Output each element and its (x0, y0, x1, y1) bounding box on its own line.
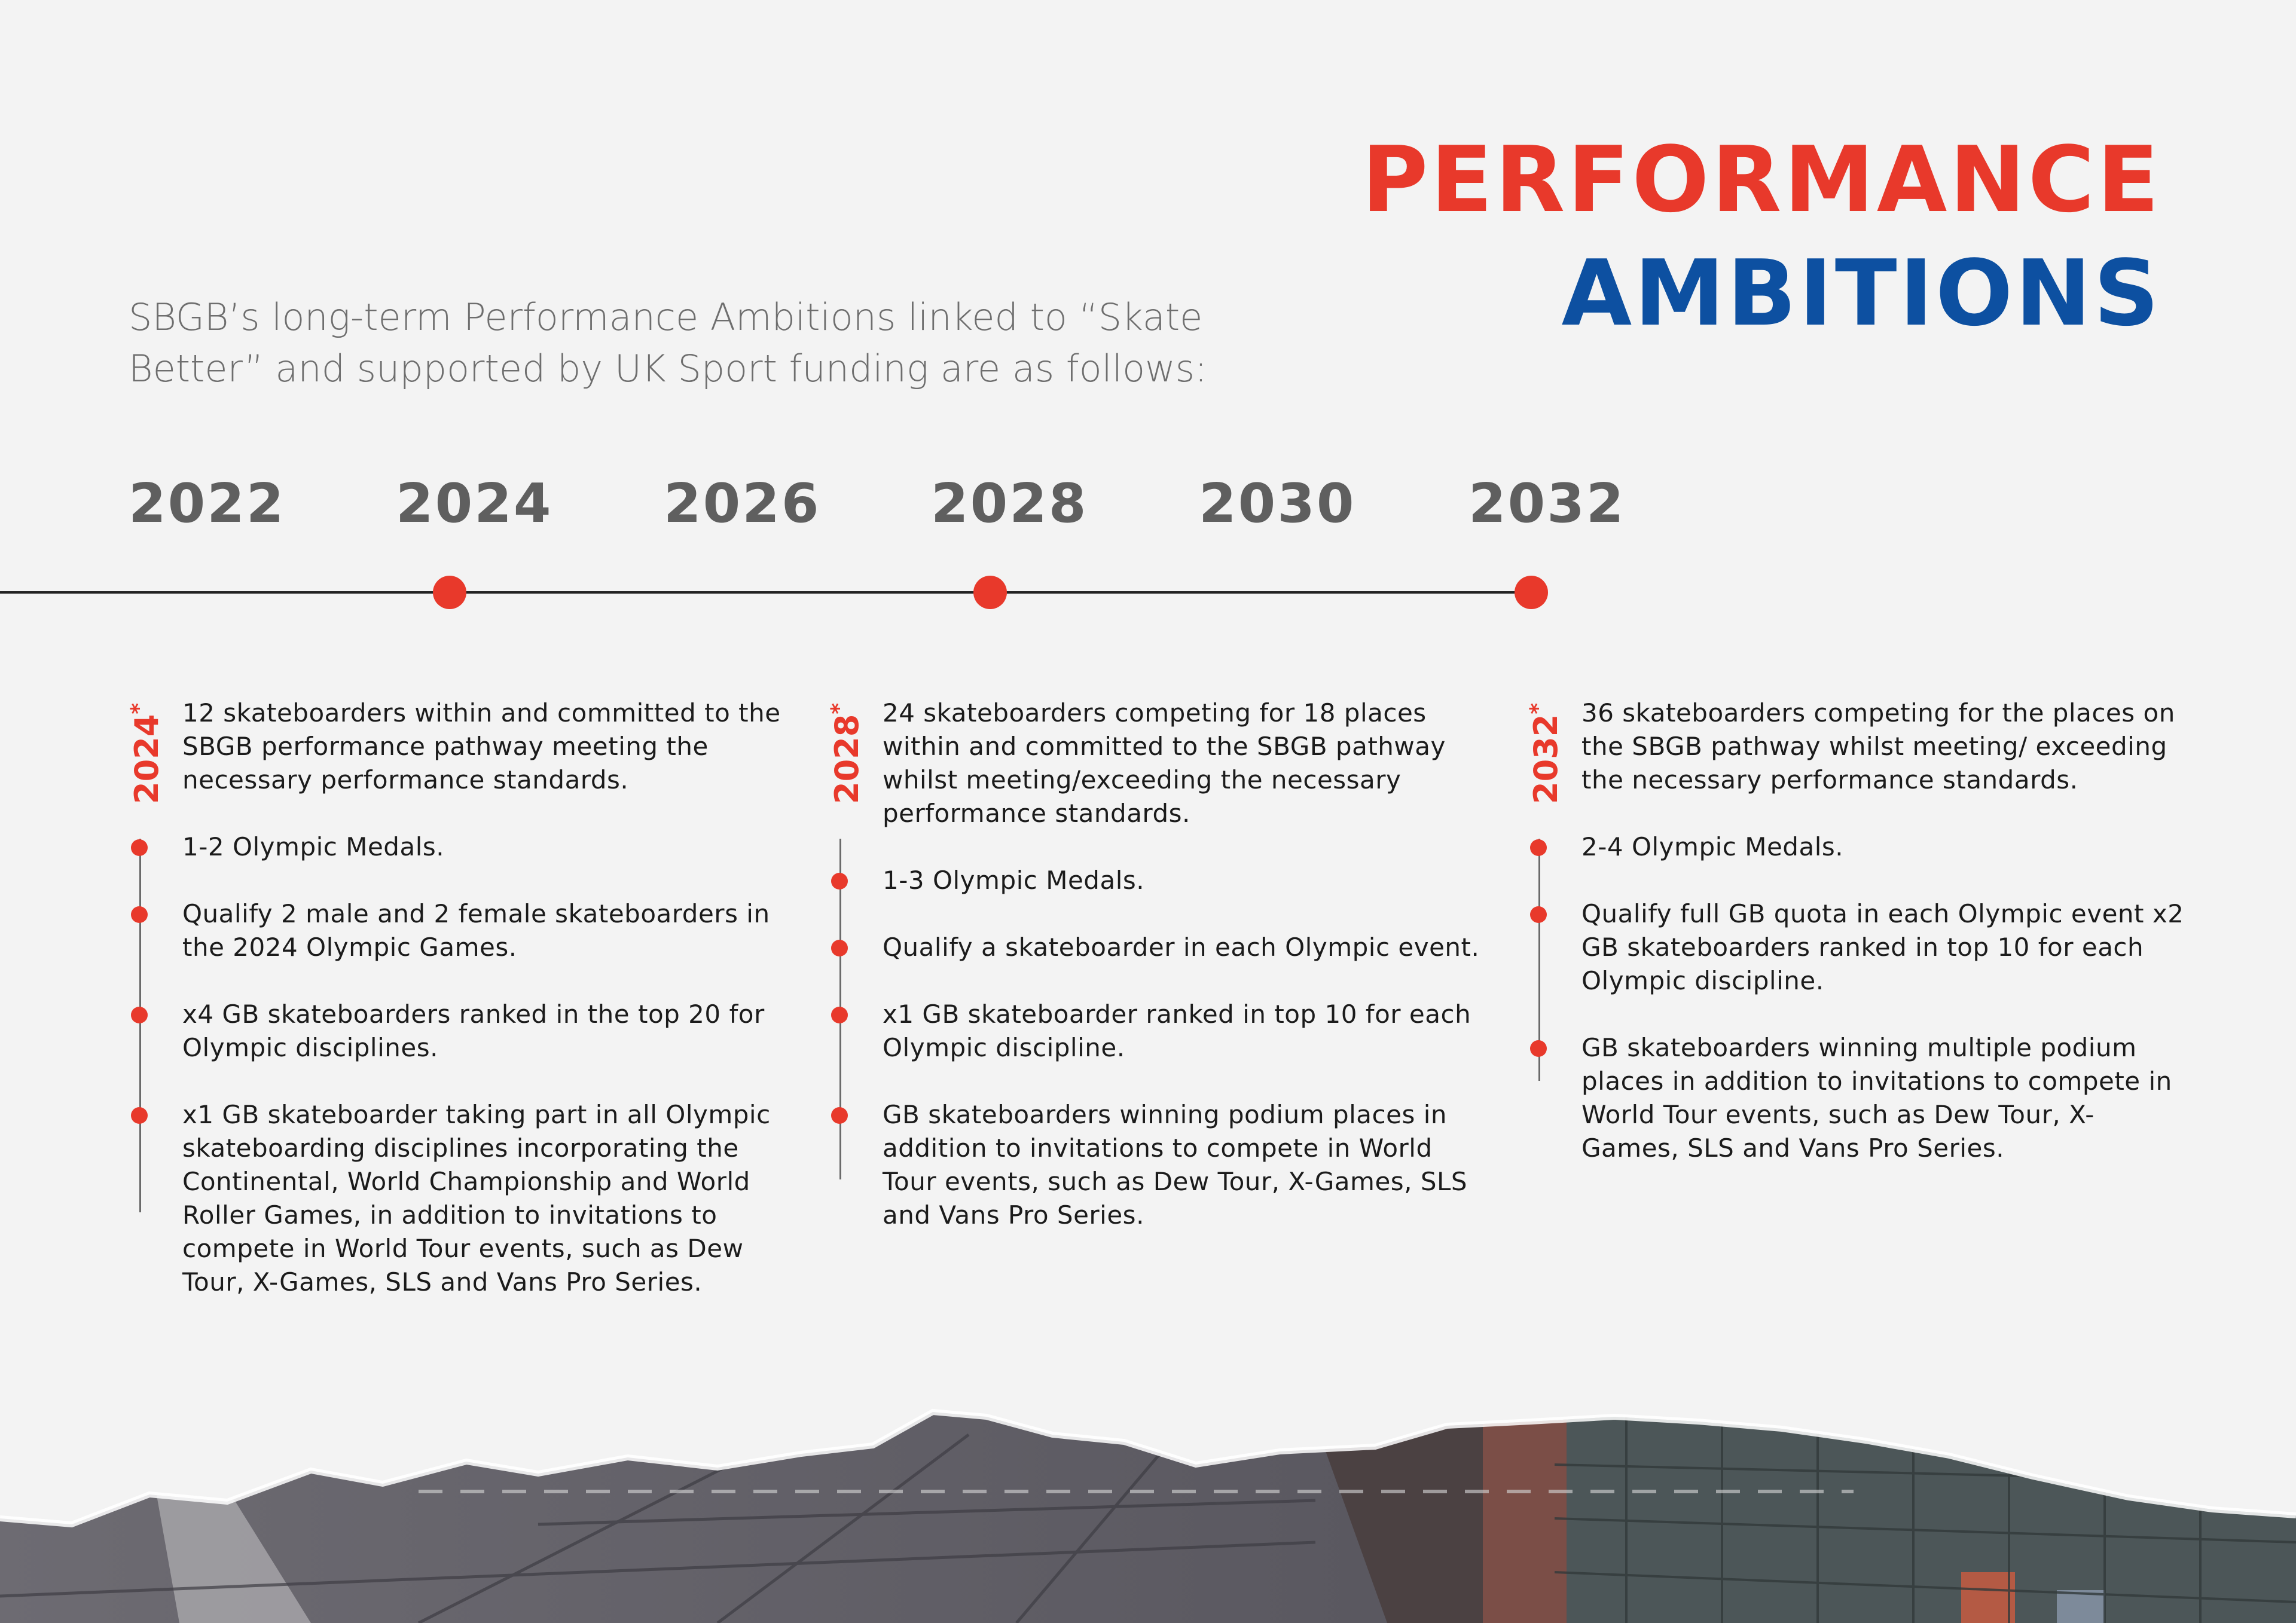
column-year-label: 2032* (1526, 702, 1565, 804)
timeline-marker-2032 (1515, 576, 1548, 609)
ambition-bullet: 1-2 Olympic Medals. (182, 830, 786, 864)
ambition-bullet: 2-4 Olympic Medals. (1581, 830, 2185, 864)
year-label: 2032 (1468, 472, 1626, 535)
timeline-marker-2028 (973, 576, 1007, 609)
ambition-bullet: x1 GB skateboarder ranked in top 10 for each Olympic discipline. (883, 998, 1486, 1065)
intro-paragraph: SBGB’s long-term Performance Ambitions linked to “Skate Better” and supported by UK Sport funding are as follows: (129, 295, 1207, 390)
title-line-performance: PERFORMANCE (1361, 127, 2161, 233)
ambition-bullet: 1-3 Olympic Medals. (883, 864, 1486, 897)
column-year-label: 2024* (127, 702, 166, 804)
timeline-axis (0, 591, 1532, 594)
timeline-marker-2024 (433, 576, 466, 609)
torn-paper-photo (0, 1345, 2296, 1623)
ambition-bullet: x1 GB skateboarder taking part in all Olympic skateboarding disciplines incorporating the Continental, World Championship and World Roller Games, in addition to invitations to compete in World Tour events, such as Dew Tour, X-Games, SLS and Vans Pro Series. (182, 1098, 786, 1299)
title-line-ambitions: AMBITIONS (1561, 240, 2161, 346)
column-year-label: 2028* (827, 702, 866, 804)
column-text (182, 696, 786, 1332)
ambition-bullet: Qualify full GB quota in each Olympic event x2 GB skateboarders ranked in top 10 for each Olympic discipline. (1581, 897, 2185, 998)
ambition-bullet: GB skateboarders winning multiple podium places in addition to invitations to compete in World Tour events, such as Dew Tour, X-Games, SLS and Vans Pro Series. (1581, 1031, 2185, 1165)
column-connector-line (139, 839, 141, 1212)
column-text (1581, 696, 2185, 1199)
year-label: 2028 (931, 472, 1088, 535)
year-label: 2024 (396, 472, 553, 535)
ambition-bullet: Qualify a skateboarder in each Olympic event. (883, 931, 1486, 964)
column-text (883, 696, 1486, 1266)
year-label: 2026 (664, 472, 821, 535)
ambition-bullet: GB skateboarders winning podium places in addition to invitations to compete in World Tour events, such as Dew Tour, X-Games, SLS and Vans Pro Series. (883, 1098, 1486, 1232)
page-title (1361, 127, 2161, 346)
column-lead: 24 skateboarders competing for 18 places within and committed to the SBGB pathway whilst meeting/exceeding the necessary performance standards. (883, 698, 1446, 828)
year-label: 2030 (1199, 472, 1356, 535)
year-label: 2022 (129, 472, 286, 535)
ambition-bullet: x4 GB skateboarders ranked in the top 20 for Olympic disciplines. (182, 998, 786, 1065)
ambition-bullet: Qualify 2 male and 2 female skateboarders in the 2024 Olympic Games. (182, 897, 786, 964)
timeline-years (0, 472, 2296, 538)
column-lead: 36 skateboarders competing for the places on the SBGB pathway whilst meeting/ exceeding the necessary performance standards. (1581, 698, 2175, 794)
column-lead: 12 skateboarders within and committed to the SBGB performance pathway meeting the necessary performance standards. (182, 698, 781, 794)
